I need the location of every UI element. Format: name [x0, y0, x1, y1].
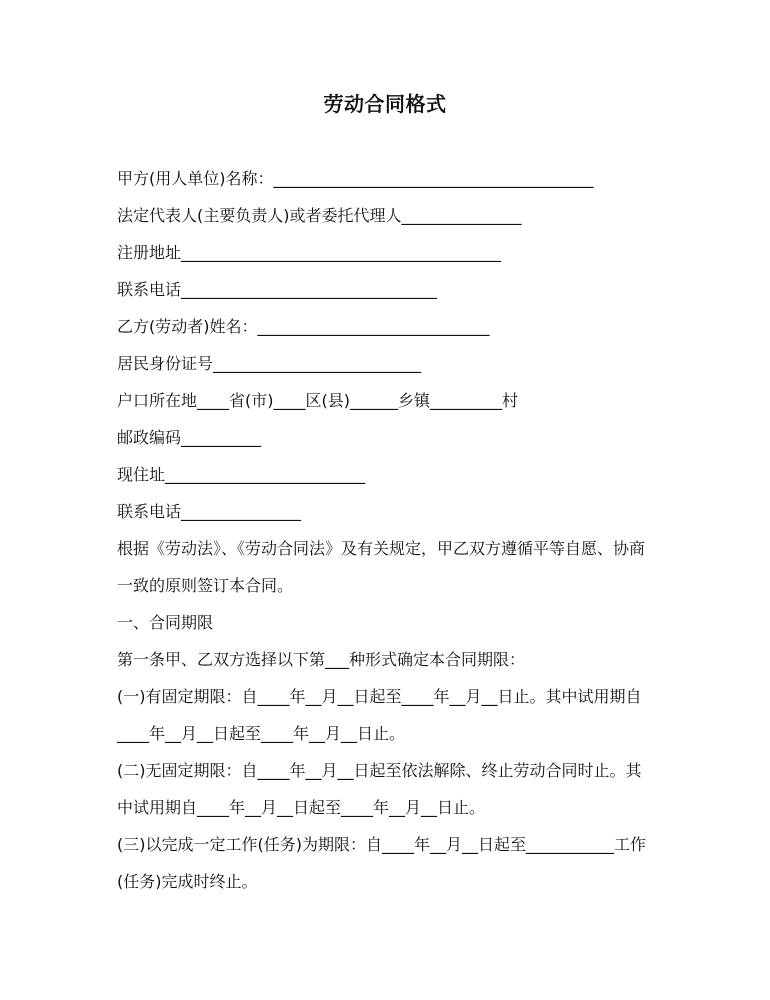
contract-basis-paragraph: 根据《劳动法》、《劳动合同法》及有关规定，甲乙双方遵循平等自愿、协商一致的原则签订本合同。 — [117, 539, 646, 595]
employee-name-line: 乙方(劳动者)姓名：_____________________________ — [117, 317, 490, 336]
postal-code-line: 邮政编码__________ — [117, 428, 262, 447]
legal-representative-line: 法定代表人(主要负责人)或者委托代理人_______________ — [117, 206, 522, 225]
fixed-term-paragraph: (一)有固定期限：自____年__月__日起至____年__月__日止。其中试用期自____年__月__日起至____年__月__日止。 — [117, 687, 642, 743]
registered-address-line: 注册地址________________________________________ — [117, 243, 502, 262]
open-ended-term-paragraph: (二)无固定期限：自____年__月__日起至依法解除、终止劳动合同时止。其中试用期自____年__月__日起至____年__月__日止。 — [117, 761, 642, 817]
employer-name-line: 甲方(用人单位)名称：________________________________________ — [117, 169, 594, 188]
id-number-line: 居民身份证号__________________________ — [117, 354, 422, 373]
document-body — [117, 160, 652, 900]
document-title: 劳动合同格式 — [323, 92, 447, 116]
task-based-term-paragraph: (三)以完成一定工作(任务)为期限：自____年__月__日起至___________工作(任务)完成时终止。 — [117, 835, 646, 891]
employee-phone-line: 联系电话_______________ — [117, 502, 302, 521]
current-address-line: 现住址_________________________ — [117, 465, 366, 484]
household-registration-line: 户口所在地____省(市)____区(县)______乡镇_________村 — [117, 391, 518, 410]
section-heading-contract-term: 一、合同期限 — [117, 613, 214, 632]
employer-phone-line: 联系电话________________________________ — [117, 280, 438, 299]
article-one-line: 第一条甲、乙双方选择以下第___种形式确定本合同期限： — [117, 650, 526, 669]
